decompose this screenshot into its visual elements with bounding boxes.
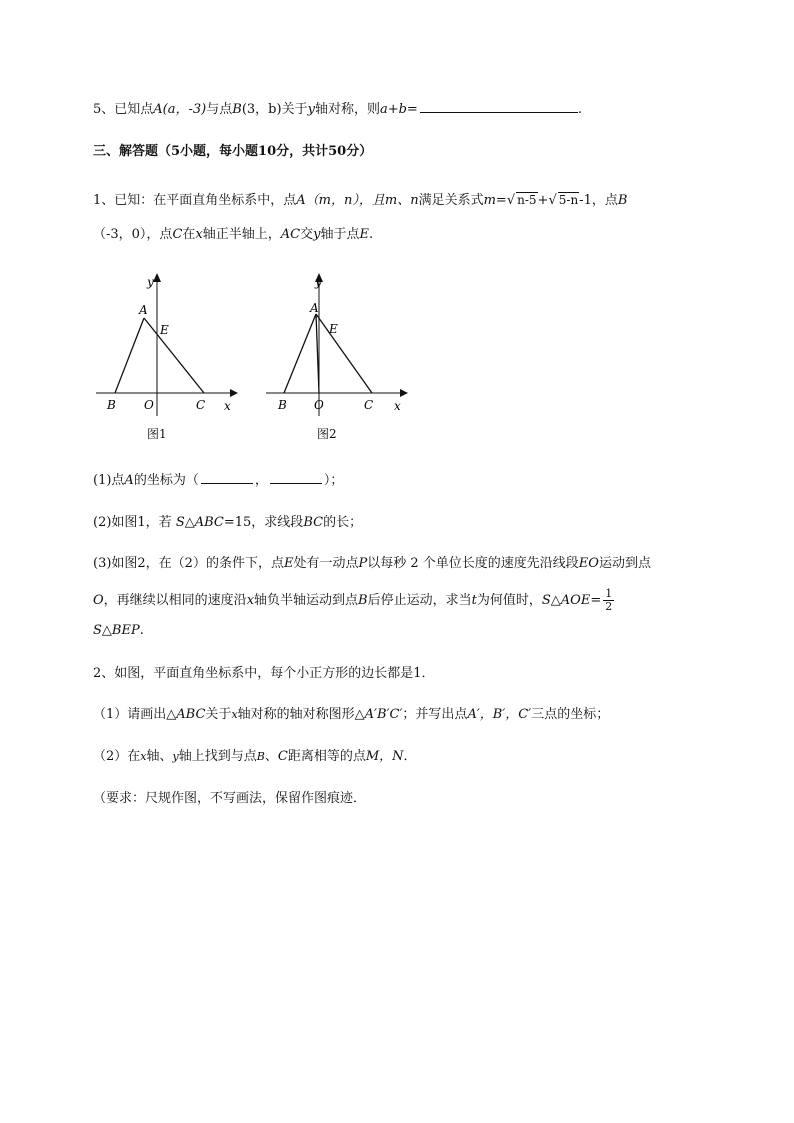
label-y: y — [315, 275, 322, 289]
segment-ac — [144, 318, 204, 393]
x-axis-arrow — [230, 389, 238, 397]
y-axis-arrow — [153, 273, 161, 282]
problem-2-part-2: （2）在x轴、y轴上找到与点B、C距离相等的点M，N． — [93, 749, 417, 764]
problem-2-part-1: （1）请画出△ABC关于x轴对称的轴对称图形△A′B′C′；并写出点A′，B′，C′三点的坐标； — [93, 707, 610, 722]
label-o: O — [144, 398, 154, 412]
answer-blank — [420, 100, 578, 113]
problem-2-note: （要求：尺规作图，不写画法，保留作图痕迹． — [93, 791, 367, 806]
figure-2-caption: 图2 — [317, 427, 337, 441]
sub-question-1: (1)点A的坐标为（ ， ）； — [93, 473, 344, 488]
label-a: A — [310, 301, 319, 315]
figure-1-caption: 图1 — [147, 427, 167, 441]
answer-blank-1 — [201, 471, 253, 484]
figure-1-diagram — [92, 268, 242, 418]
question-5: 5、已知点A(a，-3)与点B(3，b)关于y轴对称，则a+b= . — [93, 102, 582, 117]
radicand-1: n-5 — [517, 193, 537, 207]
figure-2 — [262, 268, 412, 418]
label-a: A — [139, 303, 148, 317]
label-e: E — [160, 323, 169, 337]
label-b: B — [278, 398, 287, 412]
fraction-one-half: $\frac{1}{2}$ — [605, 587, 613, 613]
figure-2-diagram — [262, 268, 412, 418]
sqrt-symbol-1: √ — [506, 193, 516, 208]
segment-ac — [316, 314, 372, 393]
answer-blank-2 — [270, 471, 322, 484]
sub-question-3-line-2: O，再继续以相同的速度沿x轴负半轴运动到点B后停止运动，求当t为何值时，S△AOE= $\frac{1}{2}$ — [93, 587, 613, 613]
figure-1 — [92, 268, 242, 418]
label-e: E — [329, 322, 338, 336]
problem-2-title: 2、如图，平面直角坐标系中，每个小正方形的边长都是1． — [93, 666, 435, 681]
sqrt-symbol-2: √ — [548, 193, 557, 208]
label-b: B — [107, 398, 116, 412]
problem-1-line-1: 1、已知：在平面直角坐标系中，点A（m，n），且m、n满足关系式m=√ n-5+√ 5-n-1，点B — [93, 193, 628, 208]
label-y: y — [147, 275, 154, 289]
sub-question-3-line-3: S△BEP. — [93, 623, 144, 638]
segment-ab — [284, 314, 316, 393]
radicand-2: 5-n — [558, 193, 579, 207]
segment-ab — [115, 318, 144, 393]
problem-1-line-2: （-3，0），点C在x轴正半轴上，AC交y轴于点E. — [93, 227, 374, 242]
label-o: O — [314, 398, 324, 412]
x-axis-arrow — [400, 389, 408, 397]
section-heading: 三、解答题（5小题，每小题10分，共计50分） — [93, 144, 373, 159]
label-x: x — [394, 399, 401, 413]
label-c: C — [364, 398, 374, 412]
label-c: C — [196, 398, 206, 412]
label-x: x — [224, 399, 231, 413]
sub-question-2: (2)如图1，若 S△ABC=15，求线段BC的长； — [93, 515, 363, 530]
sub-question-3-line-1: (3)如图2，在（2）的条件下，点E处有一动点P以每秒 2 个单位长度的速度先沿线段EO运动到点 — [93, 556, 651, 571]
